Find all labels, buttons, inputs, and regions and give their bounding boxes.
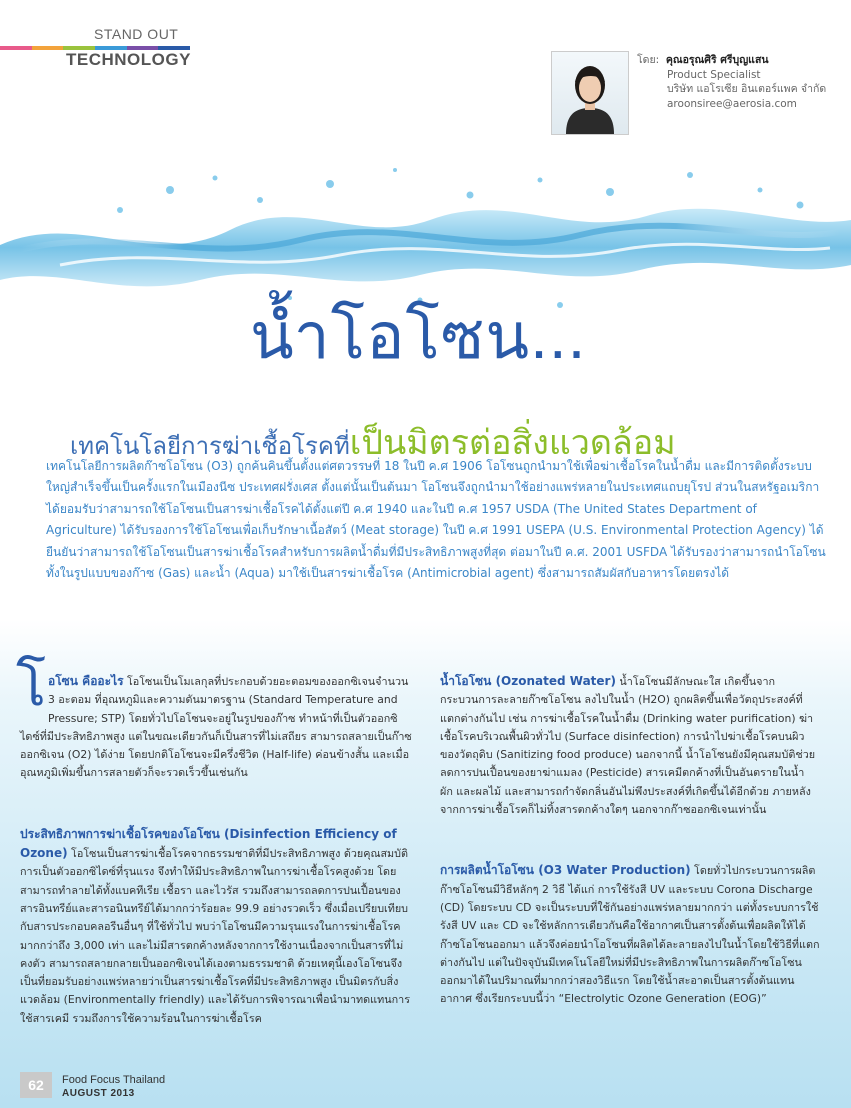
page-number: 62 <box>20 1072 52 1098</box>
by-label: โดย: <box>637 54 660 66</box>
section-kicker: STAND OUT <box>94 26 179 42</box>
article-title: น้ำโอโซน... <box>250 300 587 372</box>
heading-what-is-ozone: อโซน คืออะไร <box>48 674 124 688</box>
heading-disinfection: ประสิทธิภาพการฆ่าเชื้อโรคของโอโซน (Disinfection Efficiency of Ozone) <box>20 826 397 861</box>
intro-paragraph: เทคโนโลยีการผลิตก๊าซโอโซน (O3) ถูกค้นคินขึ้นตั้งแต่ศตวรรษที่ 18 ในปี ค.ศ 1906 โอโซนถูกนำมาใช้เพื่อฆ่าเชื้อโรคในน้ำดื่ม และมีการติดตั้งระบบใหญ่สำเร็จขึ้นเป็นครั้งแรกในเมืองนีซ ประเทศฝรั่งเศส ตั้งแต่นั้นเป็นต้นมา โอโซนจึงถูกนำมาใช้อย่างแพร่หลายในประเทศแถบยุโรป ส่วนในสหรัฐอเมริกาได้ยอมรับว่าสามารถใช้โอโซนเป็นสารฆ่าเชื้อโรคได้ตั้งแต่ปี ค.ศ 1940 และในปี ค.ศ 1957 USDA (The United States Department of Agriculture) ได้รับรองการใช้โอโซนเพื่อเก็บรักษาเนื้อสัตว์ (Meat storage) ในปี ค.ศ 1991 USEPA (U.S. Environmental Protection Agency) ได้ยืนยันว่าสามารถใช้โอโซนเป็นสารฆ่าเชื้อโรคสำหรับการผลิตน้ำดื่มที่มีประสิทธิภาพสูงที่สุด ต่อมาในปี ค.ศ. 2001 USFDA ได้รับรองว่าสามารถนำโอโซนทั้งในรูปแบบของก๊าซ (Gas) และน้ำ (Aqua) มาใช้เป็นสารฆ่าเชื้อโรค (Antimicrobial agent) ซึ่งสามารถสัมผัสกับอาหารโดยตรงได้ <box>46 459 826 581</box>
author-name: คุณอรุณศิริ ศรีบุญแสน <box>665 54 769 66</box>
left-column <box>16 654 412 1040</box>
issue-date: AUGUST 2013 <box>62 1088 135 1099</box>
drop-cap: โ <box>16 654 47 719</box>
author-role: Product Specialist <box>667 68 761 81</box>
heading-water-production: การผลิตน้ำโอโซน (O3 Water Production) <box>440 863 691 878</box>
author-portrait-icon <box>552 52 628 134</box>
section-title: TECHNOLOGY <box>66 50 191 69</box>
author-photo <box>551 51 629 135</box>
subtitle-prefix: เทคโนโลยีการฆ่าเชื้อโรคที่ <box>70 433 350 460</box>
author-company: บริษัท แอโรเซีย อินเตอร์แพค จำกัด <box>667 83 827 95</box>
author-info <box>637 53 826 111</box>
right-column <box>440 660 820 1021</box>
author-email: aroonsiree@aerosia.com <box>667 97 797 110</box>
subtitle-highlight: เป็นมิตรต่อสิ่งแวดล้อม <box>349 424 676 462</box>
body-what-is-ozone: โอโซนเป็นโมเลกุลที่ประกอบด้วยอะตอมของออกซิเจนจำนวน 3 อะตอม ที่อุณหภูมิและความดันมาตรฐาน (Standard Temperature and Pressure; STP) โดยทั่วไปโอโซนจะอยู่ในรูปของก๊าซ ทำหน้าที่เป็นตัวออกซิไดซ์ที่มีประสิทธิภาพสูง แต่ในขณะเดียวกันก็เป็นสารที่ไม่เสถียร สามารถสลายเป็นก๊าซออกซิเจน (O2) ได้ง่าย โดยปกติโอโซนจะมีครึ่งชีวิต (Half-life) ค่อนข้างสั้น และเมื่ออุณหภูมิเพิ่มขึ้นการสลายตัวก็จะรวดเร็วขึ้นเช่นกัน <box>20 675 412 780</box>
body-ozonated-water: น้ำโอโซนมีลักษณะใส เกิดขึ้นจากกระบวนการละลายก๊าซโอโซน ลงไปในน้ำ (H2O) ถูกผลิตขึ้นเพื่อวัตถุประสงค์ที่แตกต่างกันไป เช่น การฆ่าเชื้อโรคในน้ำดื่ม (Drinking water purification) ฆ่าเชื้อโรคบริเวณพื้นผิวทั่วไป (Surface disinfection) การนำไปฆ่าเชื้อโรคบนผิวของวัตถุดิบ (Sanitizing food produce) นอกจากนี้ น้ำโอโซนยังมีคุณสมบัติช่วยลดการปนเปื้อนของยาฆ่าแมลง (Pesticide) สารเคมีตกค้างที่เป็นอันตรายในน้ำ ผัก และผลไม้ และสามารถกำจัดกลิ่นอันไม่พึงประสงค์ที่เกิดขึ้นได้อีกด้วย ภายหลังจากการฆ่าเชื้อโรคก็ไม่ทิ้งสารตกค้างใดๆ นอกจากก๊าซออกซิเจนเท่านั้น <box>440 675 816 817</box>
body-water-production: โดยทั่วไปกระบวนการผลิตก๊าซโอโซนมีวิธีหลักๆ 2 วิธี ได้แก่ การใช้รังสี UV และระบบ Corona Discharge (CD) โดยระบบ CD จะเป็นระบบที่ใช้กันอย่างแพร่หลายมากกว่า แต่ทั้งระบบการใช้รังสี UV และ CD จะใช้หลักการเดียวกันคือใช้อากาศเป็นสารตั้งต้นเพื่อผลิตให้ได้ก๊าซโอโซนออกมา แล้วจึงค่อยนำโอโซนที่ผลิตได้ละลายลงไปในน้ำโดยใช้วิธีที่แตกต่างกันไป แต่ในปัจจุบันมีเทคโนโลยีใหม่ที่มีประสิทธิภาพในการผลิตก๊าซโอโซนออกมาได้ในปริมาณที่มากกว่าสองวิธีแรก โดยใช้น้ำสะอาดเป็นสารตั้งต้นแทนอากาศ ซึ่งเรียกระบบนี้ว่า “Electrolytic Ozone Generation (EOG)” <box>440 864 820 1006</box>
body-disinfection: โอโซนเป็นสารฆ่าเชื้อโรคจากธรรมชาติที่มีประสิทธิภาพสูง ด้วยคุณสมบัติการเป็นตัวออกซิไดซ์ที่รุนแรง จึงทำให้มีประสิทธิภาพในการฆ่าเชื้อโรคสูงด้วย โดยสามารถทำลายได้ทั้งแบคทีเรีย เชื้อรา และไวรัส รวมถึงสามารถลดการปนเปื้อนของสารอินทรีย์และสารอนินทรีย์ได้มากกว่าร้อยละ 99.9 อย่างรวดเร็ว ซึ่งเมื่อเปรียบเทียบกับสารประกอบคลอรีนอื่นๆ ที่ใช้ทั่วไป พบว่าโอโซนมีความรุนแรงในการฆ่าเชื้อโรคมากกว่าถึง 3,000 เท่า และไม่มีสารตกค้างหลังจากการใช้งานเนื่องจากเป็นสารที่ไม่คงตัว สามารถสลายกลายเป็นออกซิเจนได้เองตามธรรมชาติ ด้วยเหตุนี้เองโอโซนจึงเป็นที่ยอมรับอย่างแพร่หลายว่าเป็นสารฆ่าเชื้อโรคที่มีประสิทธิภาพสูง เป็นมิตรกับสิ่งแวดล้อม (Environmentally friendly) และได้รับการพิจารณาเพื่อนำมาทดแทนการใช้สารเคมี รวมถึงการใช้ความร้อนในการฆ่าเชื้อโรค <box>20 847 411 1025</box>
heading-ozonated-water: น้ำโอโซน (Ozonated Water) <box>440 674 616 688</box>
stripe-segment <box>0 46 32 50</box>
stripe-segment <box>32 46 64 50</box>
magazine-name: Food Focus Thailand <box>62 1074 166 1086</box>
